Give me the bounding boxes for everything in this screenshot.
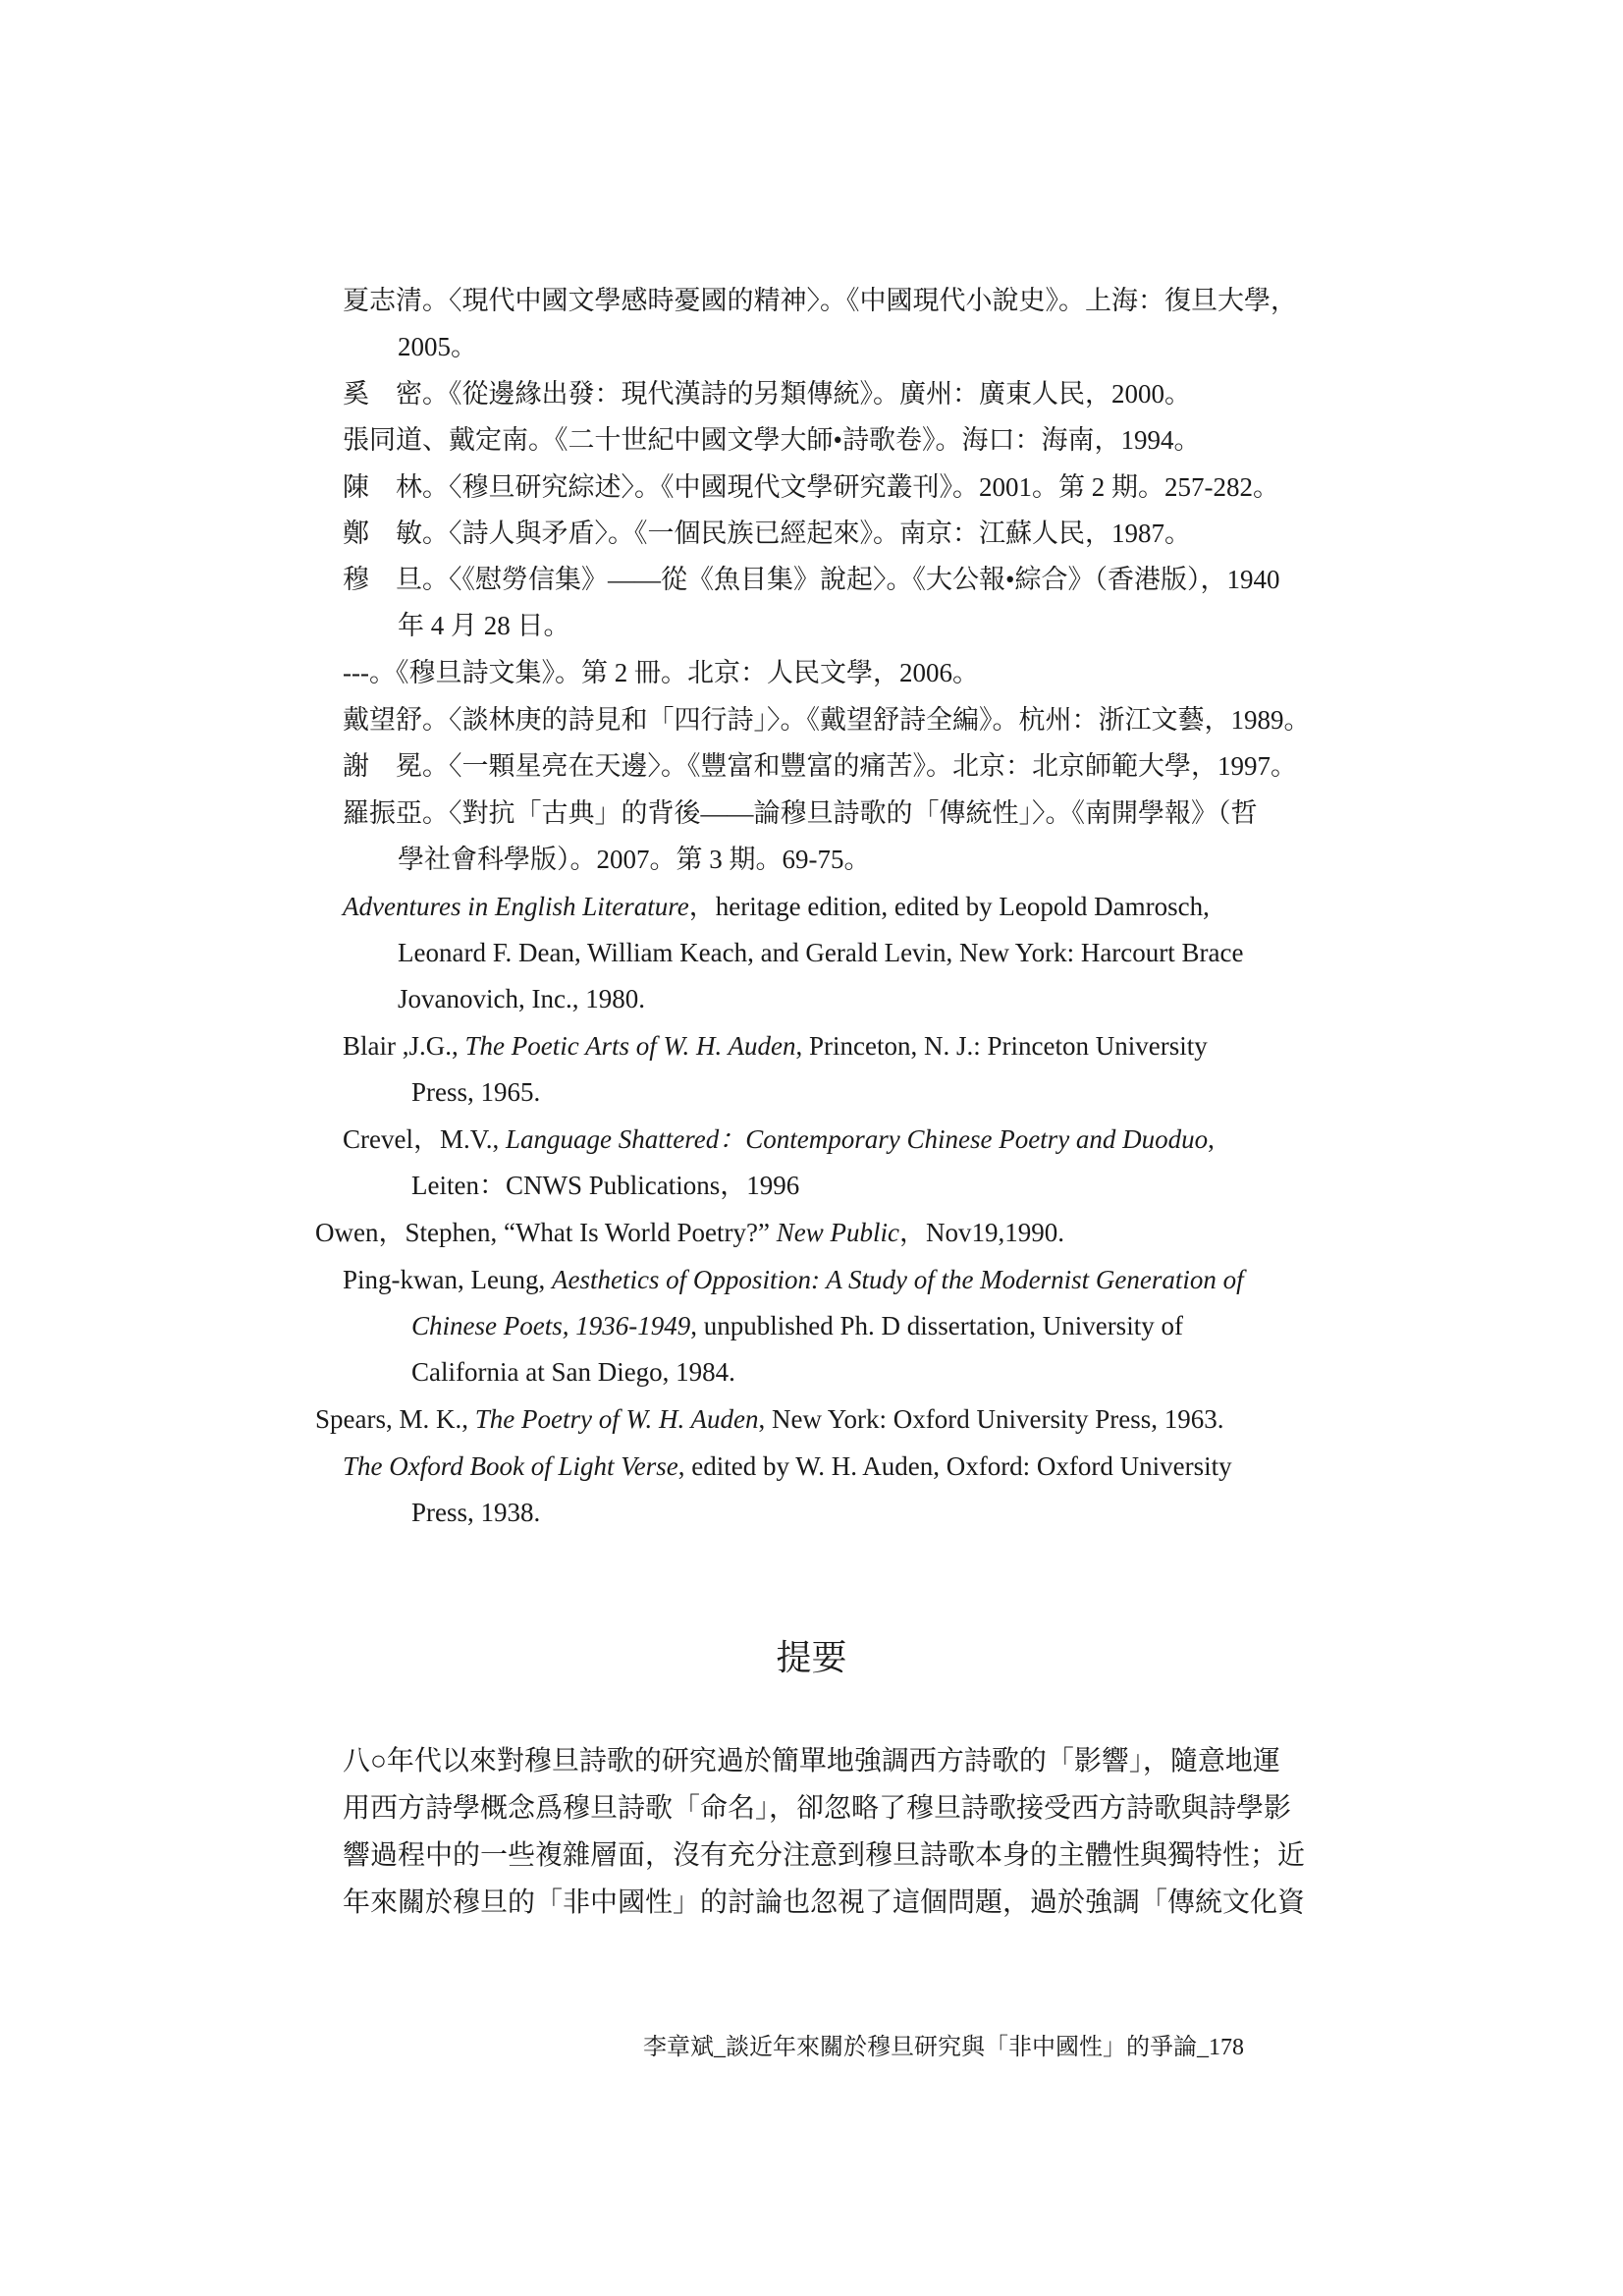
reference-line: 謝 冕。〈一顆星亮在天邊〉。《豐富和豐富的痛苦》。北京：北京師範大學，1997。 <box>343 751 1297 781</box>
reference-entry <box>343 1117 1215 1209</box>
reference-line-cont: Leiten：CNWS Publications，1996 <box>411 1171 800 1200</box>
reference-line: 張同道、戴定南。《二十世紀中國文學大師•詩歌卷》。海口：海南，1994。 <box>343 425 1201 455</box>
reference-entry <box>343 371 1191 417</box>
abstract-heading: 提要 <box>776 1638 847 1677</box>
reference-title: Adventures in English Literature <box>343 892 689 921</box>
reference-text: ，Nov19,1990. <box>898 1218 1064 1247</box>
reference-entry <box>343 465 1279 511</box>
reference-text: ，heritage edition, edited by Leopold Damrosch, <box>688 892 1210 921</box>
abstract-line: 年來關於穆旦的「非中國性」的討論也忽視了這個問題，過於強調「傳統文化資 <box>343 1887 1306 1918</box>
abstract-line: 響過程中的一些複雜層面，沒有充分注意到穆旦詩歌本身的主體性與獨特性；近 <box>343 1840 1306 1871</box>
reference-text: , Princeton, N. J.: Princeton University <box>795 1031 1208 1061</box>
reference-title: Language Shattered：Contemporary Chinese Poetry and Duoduo <box>506 1124 1209 1154</box>
reference-line: 奚 密。《從邊緣出發：現代漢詩的另類傳統》。廣州：廣東人民，2000。 <box>343 379 1191 409</box>
reference-entry <box>343 511 1191 557</box>
reference-entry <box>343 1444 1232 1536</box>
reference-text: Crevel，M.V., <box>343 1124 506 1154</box>
reference-title: The Poetry of W. H. Auden <box>474 1404 759 1434</box>
reference-line: 羅振亞。〈對抗「古典」的背後——論穆旦詩歌的「傳統性」〉。《南開學報》（哲 <box>343 798 1258 828</box>
reference-entry <box>343 697 1311 743</box>
reference-text: Owen，Stephen, “What Is World Poetry?” <box>315 1218 777 1247</box>
reference-line: 陳 林。〈穆旦研究綜述〉。《中國現代文學研究叢刊》。2001。第 2 期。257-282。 <box>343 472 1279 502</box>
reference-line-cont: Press, 1965. <box>411 1077 541 1107</box>
reference-text: , edited by W. H. Auden, Oxford: Oxford University <box>677 1451 1232 1481</box>
reference-line-cont: Leonard F. Dean, William Keach, and Gerald Levin, New York: Harcourt Brace <box>398 938 1244 967</box>
reference-line-cont: Press, 1938. <box>411 1498 541 1527</box>
reference-line: 戴望舒。〈談林庚的詩見和「四行詩」〉。《戴望舒詩全編》。杭州：浙江文藝，1989。 <box>343 705 1311 735</box>
reference-line-cont: 2005。 <box>398 332 477 361</box>
reference-entry <box>343 1257 1244 1395</box>
reference-line: 穆 旦。〈《慰勞信集》——從《魚目集》說起〉。《大公報•綜合》（香港版），1940 <box>343 565 1280 594</box>
abstract-line: 八○年代以來對穆旦詩歌的研究過於簡單地強調西方詩歌的「影響」，隨意地運 <box>343 1746 1280 1777</box>
reference-line-cont: Jovanovich, Inc., 1980. <box>398 984 645 1013</box>
reference-entry <box>343 417 1200 464</box>
reference-line: 夏志清。〈現代中國文學感時憂國的精神〉。《中國現代小說史》。上海：復旦大學， <box>343 286 1297 315</box>
abstract-line: 用西方詩學概念爲穆旦詩歌「命名」，卻忽略了穆旦詩歌接受西方詩歌與詩學影 <box>343 1793 1292 1824</box>
reference-text: , New York: Oxford University Press, 1963. <box>758 1404 1224 1434</box>
reference-entry <box>343 791 1258 883</box>
reference-entry <box>315 1210 1064 1256</box>
reference-title: The Poetic Arts of W. H. Auden <box>464 1031 796 1061</box>
reference-text: , <box>1208 1124 1215 1154</box>
reference-entry <box>343 884 1243 1022</box>
reference-entry <box>343 557 1279 649</box>
reference-title: Chinese Poets, 1936-1949 <box>411 1311 691 1340</box>
reference-line-cont: 年 4 月 28 日。 <box>398 611 570 640</box>
reference-line: ---。《穆旦詩文集》。第 2 冊。北京：人民文學，2006。 <box>343 658 979 687</box>
reference-text: Ping-kwan, Leung, <box>343 1265 552 1294</box>
abstract-paragraph <box>343 1738 1305 1927</box>
reference-title: The Oxford Book of Light Verse <box>343 1451 678 1481</box>
reference-line: 鄭 敏。〈詩人與矛盾〉。《一個民族已經起來》。南京：江蘇人民，1987。 <box>343 519 1191 548</box>
reference-entry <box>343 743 1297 790</box>
reference-text: Blair ,J.G., <box>343 1031 465 1061</box>
reference-line-cont: 學社會科學版）。2007。第 3 期。69-75。 <box>398 845 871 874</box>
page-footer: 李章斌_談近年來關於穆旦研究與「非中國性」的爭論_178 <box>643 2035 1244 2060</box>
reference-line-cont: California at San Diego, 1984. <box>411 1357 735 1387</box>
reference-entry <box>343 1023 1208 1116</box>
reference-text: , unpublished Ph. D dissertation, University of <box>690 1311 1183 1340</box>
reference-text: Spears, M. K., <box>315 1404 475 1434</box>
reference-title: Aesthetics of Opposition: A Study of the Modernist Generation of <box>551 1265 1244 1294</box>
reference-entry <box>315 1396 1223 1443</box>
reference-title: New Public <box>776 1218 899 1247</box>
reference-entry <box>343 278 1297 370</box>
reference-entry <box>343 650 979 696</box>
